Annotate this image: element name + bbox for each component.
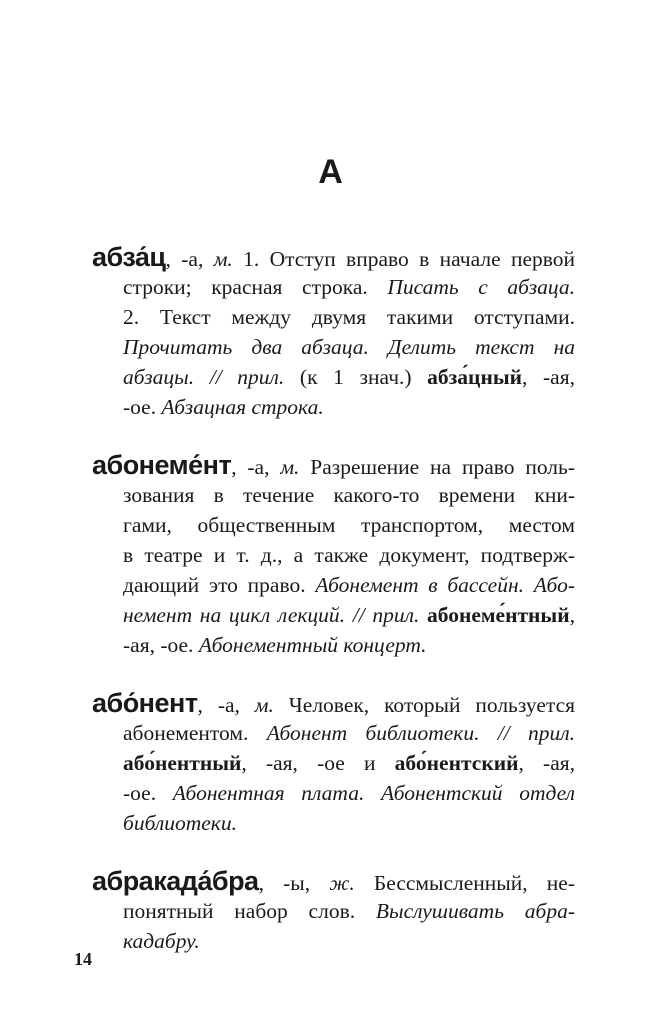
entry-line	[123, 896, 575, 926]
definition-text: 2. Текст между двумя такими отступами.	[123, 305, 575, 329]
dictionary-entry	[92, 242, 575, 422]
italic-text: Абонентная плата. Абонентский отдел	[172, 781, 575, 805]
italic-text: Абонемент в бассейн. Або-	[315, 573, 575, 597]
definition-text: 1. Отступ вправо в начале первой	[232, 247, 576, 271]
headword: абракада́бра	[92, 866, 259, 896]
derived-word: абонеме́нтный	[427, 603, 570, 627]
headword: абонеме́нт	[92, 450, 232, 480]
entry-line	[123, 540, 575, 570]
entry-line	[123, 272, 575, 302]
italic-text: м.	[213, 247, 233, 271]
italic-text: Абонементный концерт.	[198, 633, 427, 657]
page-number: 14	[74, 949, 92, 969]
entry-first-line	[92, 450, 575, 480]
entry-line	[123, 570, 575, 600]
definition-text: Человек, который пользуется	[273, 693, 576, 717]
entry-line	[123, 630, 575, 660]
entry-line	[123, 926, 575, 956]
section-letter: А	[318, 153, 343, 191]
entry-first-line	[92, 688, 575, 718]
definition-text: в театре и т. д., а также документ, подтверж-	[123, 543, 575, 567]
definition-text: гами, общественным транспортом, местом	[123, 513, 575, 537]
italic-text: ж.	[329, 871, 355, 895]
italic-text: кадабру.	[123, 929, 200, 953]
entry-first-line	[92, 242, 575, 272]
definition-text: -ое.	[123, 395, 162, 419]
headword: абза́ц	[92, 242, 166, 272]
definition-text: абонементом.	[123, 721, 267, 745]
entry-line	[123, 480, 575, 510]
derived-word: або́нентный	[123, 751, 242, 775]
entry-line	[123, 510, 575, 540]
italic-text: м.	[280, 455, 300, 479]
definition-text: , -ая,	[518, 751, 576, 775]
definition-text: (к 1 знач.)	[284, 365, 428, 389]
definition-text: зования в течение какого-то времени кни-	[123, 483, 575, 507]
entry-line	[123, 778, 575, 808]
entry-line	[123, 600, 575, 630]
derived-word: абза́цный	[427, 365, 523, 389]
italic-text: Писать с абзаца.	[387, 275, 575, 299]
definition-text	[419, 603, 427, 627]
entry-line	[123, 362, 575, 392]
headword: або́нент	[92, 688, 198, 718]
definition-text: понятный набор слов.	[123, 899, 376, 923]
definition-text: строки; красная строка.	[123, 275, 388, 299]
definition-text: , -ая,	[522, 365, 575, 389]
definition-text: ,	[569, 603, 575, 627]
definition-text: , -а,	[165, 247, 214, 271]
italic-text: м.	[254, 693, 274, 717]
dictionary-entry	[92, 866, 575, 956]
italic-text: абзацы. // прил.	[123, 365, 285, 389]
entry-first-line	[92, 866, 575, 896]
definition-text: , -а,	[197, 693, 255, 717]
definition-text: дающий это право.	[123, 573, 316, 597]
italic-text: Абзацная строка.	[161, 395, 324, 419]
dictionary-entry	[92, 450, 575, 660]
italic-text: Абонент библиотеки. // прил.	[266, 721, 576, 745]
definition-text: , -а,	[231, 455, 281, 479]
entry-line	[123, 718, 575, 748]
definition-text: , -ы,	[258, 871, 330, 895]
italic-text: немент на цикл лекций. // прил.	[123, 603, 420, 627]
italic-text: Выслушивать абра-	[375, 899, 575, 923]
definition-text: -ое.	[123, 781, 173, 805]
definition-text: , -ая, -ое и	[241, 751, 395, 775]
definition-text: Разрешение на право поль-	[299, 455, 575, 479]
italic-text: библиотеки.	[123, 811, 237, 835]
entry-line	[123, 302, 575, 332]
definition-text: Бессмысленный, не-	[354, 871, 576, 895]
derived-word: або́нентский	[394, 751, 519, 775]
entry-line	[123, 392, 575, 422]
entry-line	[123, 748, 575, 778]
italic-text: Прочитать два абзаца. Делить текст на	[123, 335, 575, 359]
dictionary-entry	[92, 688, 575, 838]
entry-line	[123, 808, 575, 838]
entry-line	[123, 332, 575, 362]
definition-text: -ая, -ое.	[123, 633, 199, 657]
